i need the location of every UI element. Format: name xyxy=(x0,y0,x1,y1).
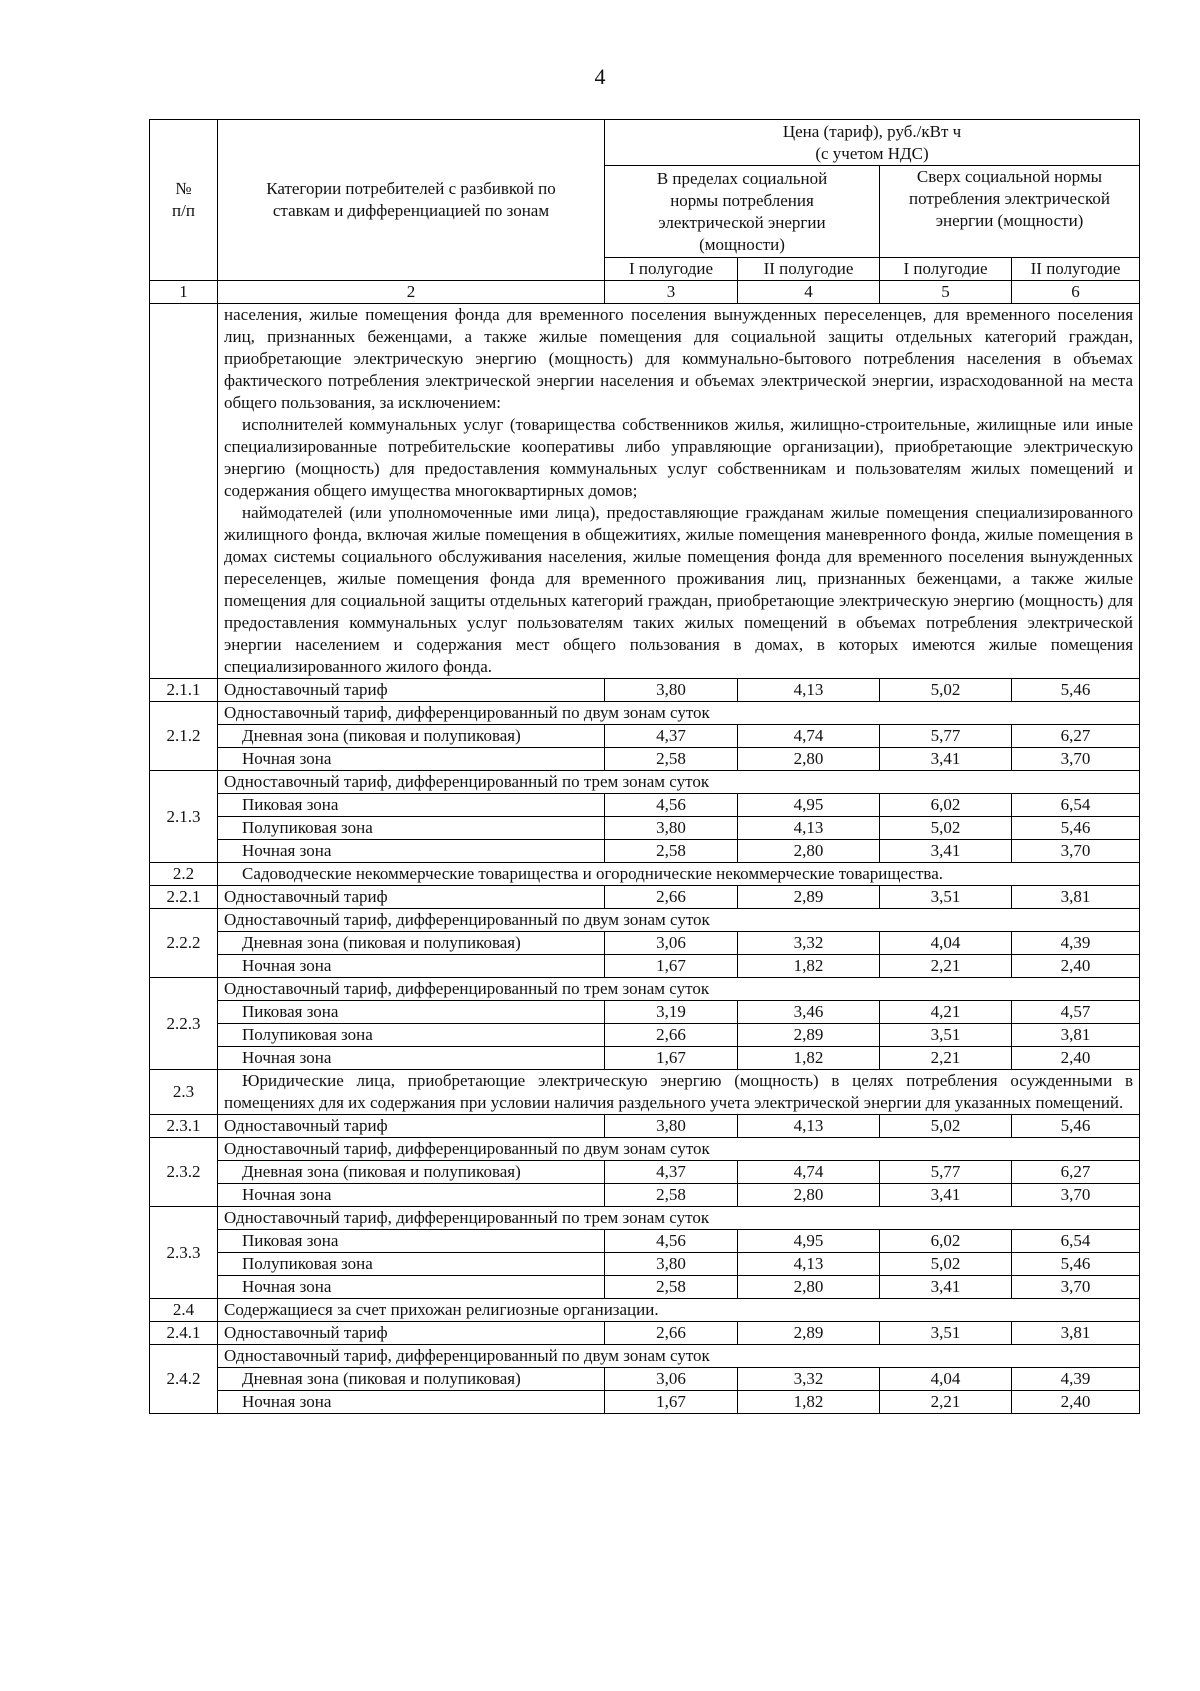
value-cell: 6,02 xyxy=(880,1230,1012,1253)
value-cell: 2,21 xyxy=(880,955,1012,978)
value-cell: 3,41 xyxy=(880,840,1012,863)
value-cell: 4,13 xyxy=(738,817,880,840)
row-number: 2.1.3 xyxy=(150,771,218,863)
row-number: 2.3.3 xyxy=(150,1207,218,1299)
paragraph: населения, жилые помещения фонда для временного поселения вынужденных переселенцев, для временного поселения лиц, признанных беженцами, а также жилые помещения для социальной защиты отдельных категорий граждан, приобретающие электрическую энергию (мощность) для коммунально-бытового потребления населения в объемах фактического потребления электрической энергии населения и объемах электрической энергии, израсходованной на места общего пользования, за исключением: xyxy=(224,305,1134,412)
row-label: Одноставочный тариф xyxy=(218,886,605,909)
value-cell: 1,67 xyxy=(605,1391,738,1414)
value-cell: 3,32 xyxy=(738,932,880,955)
value-cell: 2,80 xyxy=(738,748,880,771)
row-label: Одноставочный тариф, дифференцированный по трем зонам суток xyxy=(218,1207,1140,1230)
value-cell: 3,81 xyxy=(1012,1024,1140,1047)
value-cell: 2,89 xyxy=(738,1322,880,1345)
header-price: Цена (тариф), руб./кВт ч (с учетом НДС) xyxy=(605,120,1140,166)
value-cell: 4,39 xyxy=(1012,1368,1140,1391)
row-number: 2.3.1 xyxy=(150,1115,218,1138)
continuation-text xyxy=(218,304,1140,679)
value-cell: 2,58 xyxy=(605,840,738,863)
value-cell: 1,82 xyxy=(738,1047,880,1070)
value-cell: 3,51 xyxy=(880,1322,1012,1345)
row-number: 2.2.2 xyxy=(150,909,218,978)
row-label: Ночная зона xyxy=(218,840,605,863)
header-h1: I полугодие xyxy=(605,258,738,281)
row-label: Ночная зона xyxy=(218,1391,605,1414)
value-cell: 2,80 xyxy=(738,1184,880,1207)
value-cell: 3,70 xyxy=(1012,748,1140,771)
value-cell: 1,67 xyxy=(605,1047,738,1070)
value-cell: 4,56 xyxy=(605,1230,738,1253)
row-label: Пиковая зона xyxy=(218,794,605,817)
row-label: Пиковая зона xyxy=(218,1230,605,1253)
row-label: Ночная зона xyxy=(218,1047,605,1070)
col-index: 3 xyxy=(605,281,738,304)
value-cell: 3,06 xyxy=(605,932,738,955)
value-cell: 6,27 xyxy=(1012,725,1140,748)
value-cell: 3,51 xyxy=(880,1024,1012,1047)
row-label: Дневная зона (пиковая и полупиковая) xyxy=(218,725,605,748)
row-label: Дневная зона (пиковая и полупиковая) xyxy=(218,1161,605,1184)
tariff-table xyxy=(149,119,1140,1414)
col-index: 5 xyxy=(880,281,1012,304)
row-label: Одноставочный тариф xyxy=(218,1322,605,1345)
row-number: 2.1.2 xyxy=(150,702,218,771)
value-cell: 2,21 xyxy=(880,1047,1012,1070)
value-cell: 3,70 xyxy=(1012,1276,1140,1299)
value-cell: 3,70 xyxy=(1012,840,1140,863)
row-number: 2.4.1 xyxy=(150,1322,218,1345)
row-number: 2.1.1 xyxy=(150,679,218,702)
num-cell xyxy=(150,304,218,679)
value-cell: 2,40 xyxy=(1012,955,1140,978)
header-h2: II полугодие xyxy=(738,258,880,281)
header-num: № п/п xyxy=(150,120,218,281)
row-label: Ночная зона xyxy=(218,748,605,771)
col-index: 1 xyxy=(150,281,218,304)
value-cell: 5,77 xyxy=(880,725,1012,748)
section-title: Юридические лица, приобретающие электрическую энергию (мощность) в целях потребления осужденными в помещениях для их содержания при условии наличия раздельного учета электрической энергии для указанных помещений. xyxy=(218,1070,1140,1115)
value-cell: 4,37 xyxy=(605,1161,738,1184)
row-label: Одноставочный тариф xyxy=(218,679,605,702)
value-cell: 3,41 xyxy=(880,748,1012,771)
value-cell: 3,81 xyxy=(1012,1322,1140,1345)
row-label: Дневная зона (пиковая и полупиковая) xyxy=(218,932,605,955)
value-cell: 3,80 xyxy=(605,1115,738,1138)
value-cell: 1,82 xyxy=(738,1391,880,1414)
value-cell: 3,80 xyxy=(605,817,738,840)
value-cell: 4,95 xyxy=(738,1230,880,1253)
value-cell: 4,13 xyxy=(738,1115,880,1138)
row-label: Одноставочный тариф, дифференцированный по двум зонам суток xyxy=(218,1345,1140,1368)
value-cell: 6,54 xyxy=(1012,1230,1140,1253)
value-cell: 4,95 xyxy=(738,794,880,817)
value-cell: 4,37 xyxy=(605,725,738,748)
value-cell: 2,89 xyxy=(738,1024,880,1047)
value-cell: 2,89 xyxy=(738,886,880,909)
paragraph: наймодателей (или уполномоченные ими лица), предоставляющие гражданам жилые помещения специализированного жилищного фонда, включая жилые помещения в общежитиях, жилые помещения маневренного фонда, жилые помещения в домах системы социального обслуживания населения, жилые помещения фонда для временного поселения вынужденных переселенцев, жилые помещения фонда для временного проживания лиц, признанных беженцами, а также жилые помещения для социальной защиты отдельных категорий граждан, приобретающие электрическую энергию (мощность) для предоставления коммунальных услуг пользователям таких жилых помещений в объемах потребления электрической энергии населением и содержания мест общего пользования в домах, в которых имеются жилые помещения специализированного жилого фонда. xyxy=(224,503,1134,676)
value-cell: 3,19 xyxy=(605,1001,738,1024)
col-index: 4 xyxy=(738,281,880,304)
row-label: Полупиковая зона xyxy=(218,1024,605,1047)
row-label: Одноставочный тариф, дифференцированный по двум зонам суток xyxy=(218,702,1140,725)
row-number: 2.4 xyxy=(150,1299,218,1322)
value-cell: 6,02 xyxy=(880,794,1012,817)
row-label: Одноставочный тариф, дифференцированный по трем зонам суток xyxy=(218,771,1140,794)
col-index: 2 xyxy=(218,281,605,304)
value-cell: 5,46 xyxy=(1012,1115,1140,1138)
section-title: Садоводческие некоммерческие товарищества и огороднические некоммерческие товарищества. xyxy=(218,863,1140,886)
value-cell: 2,66 xyxy=(605,1322,738,1345)
paragraph: исполнителей коммунальных услуг (товарищества собственников жилья, жилищно-строительные, жилищные или иные специализированные потребительские кооперативы либо управляющие организации), приобретающие электрическую энергию (мощность) для предоставления коммунальных услуг собственникам и пользователям жилых помещений и содержания общего имущества многоквартирных домов; xyxy=(224,415,1134,500)
value-cell: 6,54 xyxy=(1012,794,1140,817)
value-cell: 4,57 xyxy=(1012,1001,1140,1024)
row-label: Полупиковая зона xyxy=(218,817,605,840)
row-label: Ночная зона xyxy=(218,1184,605,1207)
value-cell: 5,46 xyxy=(1012,679,1140,702)
value-cell: 3,70 xyxy=(1012,1184,1140,1207)
value-cell: 4,13 xyxy=(738,679,880,702)
value-cell: 1,82 xyxy=(738,955,880,978)
value-cell: 2,66 xyxy=(605,886,738,909)
value-cell: 6,27 xyxy=(1012,1161,1140,1184)
row-number: 2.3 xyxy=(150,1070,218,1115)
value-cell: 2,21 xyxy=(880,1391,1012,1414)
value-cell: 4,04 xyxy=(880,932,1012,955)
value-cell: 4,13 xyxy=(738,1253,880,1276)
value-cell: 2,80 xyxy=(738,1276,880,1299)
header-within-norm: В пределах социальной нормы потребления электрической энергии (мощности) xyxy=(605,166,880,258)
value-cell: 5,02 xyxy=(880,1115,1012,1138)
value-cell: 2,58 xyxy=(605,1184,738,1207)
value-cell: 4,56 xyxy=(605,794,738,817)
value-cell: 3,06 xyxy=(605,1368,738,1391)
value-cell: 4,74 xyxy=(738,1161,880,1184)
header-h3: I полугодие xyxy=(880,258,1012,281)
page-number: 4 xyxy=(594,64,606,89)
value-cell: 4,74 xyxy=(738,725,880,748)
value-cell: 4,21 xyxy=(880,1001,1012,1024)
row-label: Одноставочный тариф, дифференцированный по двум зонам суток xyxy=(218,909,1140,932)
header-h4: II полугодие xyxy=(1012,258,1140,281)
section-title: Содержащиеся за счет прихожан религиозные организации. xyxy=(218,1299,1140,1322)
value-cell: 2,58 xyxy=(605,1276,738,1299)
row-number: 2.2.3 xyxy=(150,978,218,1070)
value-cell: 3,32 xyxy=(738,1368,880,1391)
value-cell: 5,02 xyxy=(880,679,1012,702)
row-number: 2.4.2 xyxy=(150,1345,218,1414)
value-cell: 2,40 xyxy=(1012,1391,1140,1414)
row-number: 2.3.2 xyxy=(150,1138,218,1207)
row-label: Одноставочный тариф, дифференцированный по двум зонам суток xyxy=(218,1138,1140,1161)
row-number: 2.2.1 xyxy=(150,886,218,909)
value-cell: 3,80 xyxy=(605,1253,738,1276)
value-cell: 1,67 xyxy=(605,955,738,978)
header-above-norm: Сверх социальной нормы потребления электрической энергии (мощности) xyxy=(880,166,1140,258)
value-cell: 2,40 xyxy=(1012,1047,1140,1070)
value-cell: 5,46 xyxy=(1012,817,1140,840)
row-label: Полупиковая зона xyxy=(218,1253,605,1276)
row-label: Одноставочный тариф xyxy=(218,1115,605,1138)
row-label: Одноставочный тариф, дифференцированный по трем зонам суток xyxy=(218,978,1140,1001)
value-cell: 3,51 xyxy=(880,886,1012,909)
value-cell: 2,58 xyxy=(605,748,738,771)
value-cell: 3,80 xyxy=(605,679,738,702)
header-category: Категории потребителей с разбивкой по ставкам и дифференциацией по зонам xyxy=(218,120,605,281)
row-label: Дневная зона (пиковая и полупиковая) xyxy=(218,1368,605,1391)
value-cell: 4,04 xyxy=(880,1368,1012,1391)
value-cell: 2,80 xyxy=(738,840,880,863)
row-label: Пиковая зона xyxy=(218,1001,605,1024)
value-cell: 3,41 xyxy=(880,1184,1012,1207)
value-cell: 2,66 xyxy=(605,1024,738,1047)
row-label: Ночная зона xyxy=(218,1276,605,1299)
value-cell: 5,02 xyxy=(880,1253,1012,1276)
row-number: 2.2 xyxy=(150,863,218,886)
value-cell: 3,41 xyxy=(880,1276,1012,1299)
value-cell: 5,02 xyxy=(880,817,1012,840)
value-cell: 3,81 xyxy=(1012,886,1140,909)
value-cell: 5,46 xyxy=(1012,1253,1140,1276)
value-cell: 4,39 xyxy=(1012,932,1140,955)
value-cell: 3,46 xyxy=(738,1001,880,1024)
value-cell: 5,77 xyxy=(880,1161,1012,1184)
col-index: 6 xyxy=(1012,281,1140,304)
row-label: Ночная зона xyxy=(218,955,605,978)
